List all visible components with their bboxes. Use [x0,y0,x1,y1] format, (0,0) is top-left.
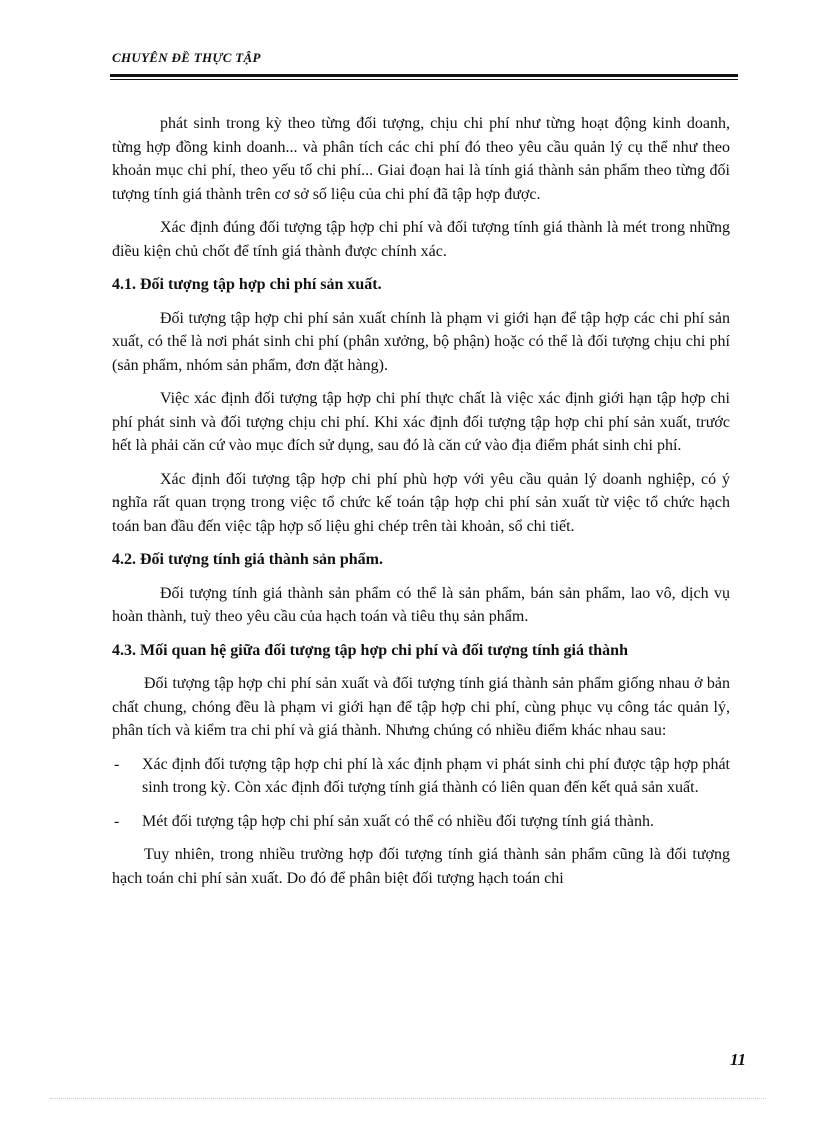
heading-4-2: 4.2. Đối tượng tính giá thành sản phẩm. [112,551,383,568]
header-title: CHUYÊN ĐỀ THỰC TẬP [112,50,261,65]
bullet-dash: - [114,755,120,773]
bullet-dash: - [114,812,120,830]
list-item-text: Xác định đối tượng tập hợp chi phí là xác định phạm vi phát sinh chi phí được tập hợp phát sinh trong kỳ. Còn xác định đối tượng tính giá thành có liên quan đến kết quả sản xuất. [142,755,730,796]
paragraph-4: Việc xác định đối tượng tập hợp chi phí thực chất là việc xác định giới hạn tập hợp chi phí phát sinh và đối tượng chịu chi phí. Khi xác định đối tượng tập hợp chi phí sản xuất, trước hết là phải căn cứ vào mục đích sử dụng, sau đó là căn cứ vào địa điểm phát sinh chi phí. [112,390,730,454]
paragraph-2: Xác định đúng đối tượng tập hợp chi phí và đối tượng tính giá thành là mét trong những điều kiện chủ chốt để tính giá thành được chính xác. [112,219,730,260]
header-rule [110,74,738,77]
bullet-list [112,753,730,834]
paragraph-1: phát sinh trong kỳ theo từng đối tượng, chịu chi phí như từng hoạt động kinh doanh, từng hợp đồng kinh doanh... và phân tích các chi phí đó theo yêu cầu quản lý cụ thể như theo khoản mục chi phí, theo yếu tố chi phí... Giai đoạn hai là tính giá thành sản phẩm theo từng đối tượng tính giá thành trên cơ sở số liệu của chi phí đã tập hợp được. [112,115,730,203]
list-item [112,810,730,834]
heading-4-1: 4.1. Đối tượng tập hợp chi phí sản xuất. [112,276,382,293]
list-item-text: Mét đối tượng tập hợp chi phí sản xuất có thể có nhiều đối tượng tính giá thành. [142,812,654,830]
paragraph-7: Đối tượng tập hợp chi phí sản xuất và đối tượng tính giá thành sản phẩm giống nhau ở bản chất chung, chóng đều là phạm vi giới hạn để tập hợp chi phí, cùng phục vụ công tác quản lý, phân tích và kiểm tra chi phí và giá thành. Nhưng chúng có nhiều điểm khác nhau sau: [112,675,730,739]
paragraph-3: Đối tượng tập hợp chi phí sản xuất chính là phạm vi giới hạn để tập hợp các chi phí sản xuất, có thể là nơi phát sinh chi phí (phân xưởng, bộ phận) hoặc có thể là đối tượng chịu chi phí (sản phẩm, nhóm sản phẩm, đơn đặt hàng). [112,309,730,374]
list-item [112,753,730,800]
footer-rule [50,1098,766,1099]
paragraph-6: Đối tượng tính giá thành sản phẩm có thể là sản phẩm, bán sản phẩm, lao vô, dịch vụ hoàn thành, tuỳ theo yêu cầu của hạch toán và tiêu thụ sản phẩm. [112,584,730,625]
header-rule-thin [110,79,738,80]
heading-4-3: 4.3. Mối quan hệ giữa đối tượng tập hợp chi phí và đối tượng tính giá thành [112,641,628,659]
page-number: 11 [729,1050,746,1069]
paragraph-5: Xác định đối tượng tập hợp chi phí phù hợp với yêu cầu quản lý doanh nghiệp, có ý nghĩa rất quan trọng trong việc tổ chức kế toán tập hợp chi phí sản xuất từ việc tổ chức hạch toán ban đầu đến việc tập hợp số liệu ghi chép trên tài khoản, sổ chi tiết. [112,470,730,535]
page-header [110,50,738,80]
page-body [112,112,730,900]
paragraph-8: Tuy nhiên, trong nhiều trường hợp đối tượng tính giá thành sản phẩm cũng là đối tượng hạch toán chi phí sản xuất. Do đó để phân biệt đối tượng hạch toán chi [112,846,730,887]
